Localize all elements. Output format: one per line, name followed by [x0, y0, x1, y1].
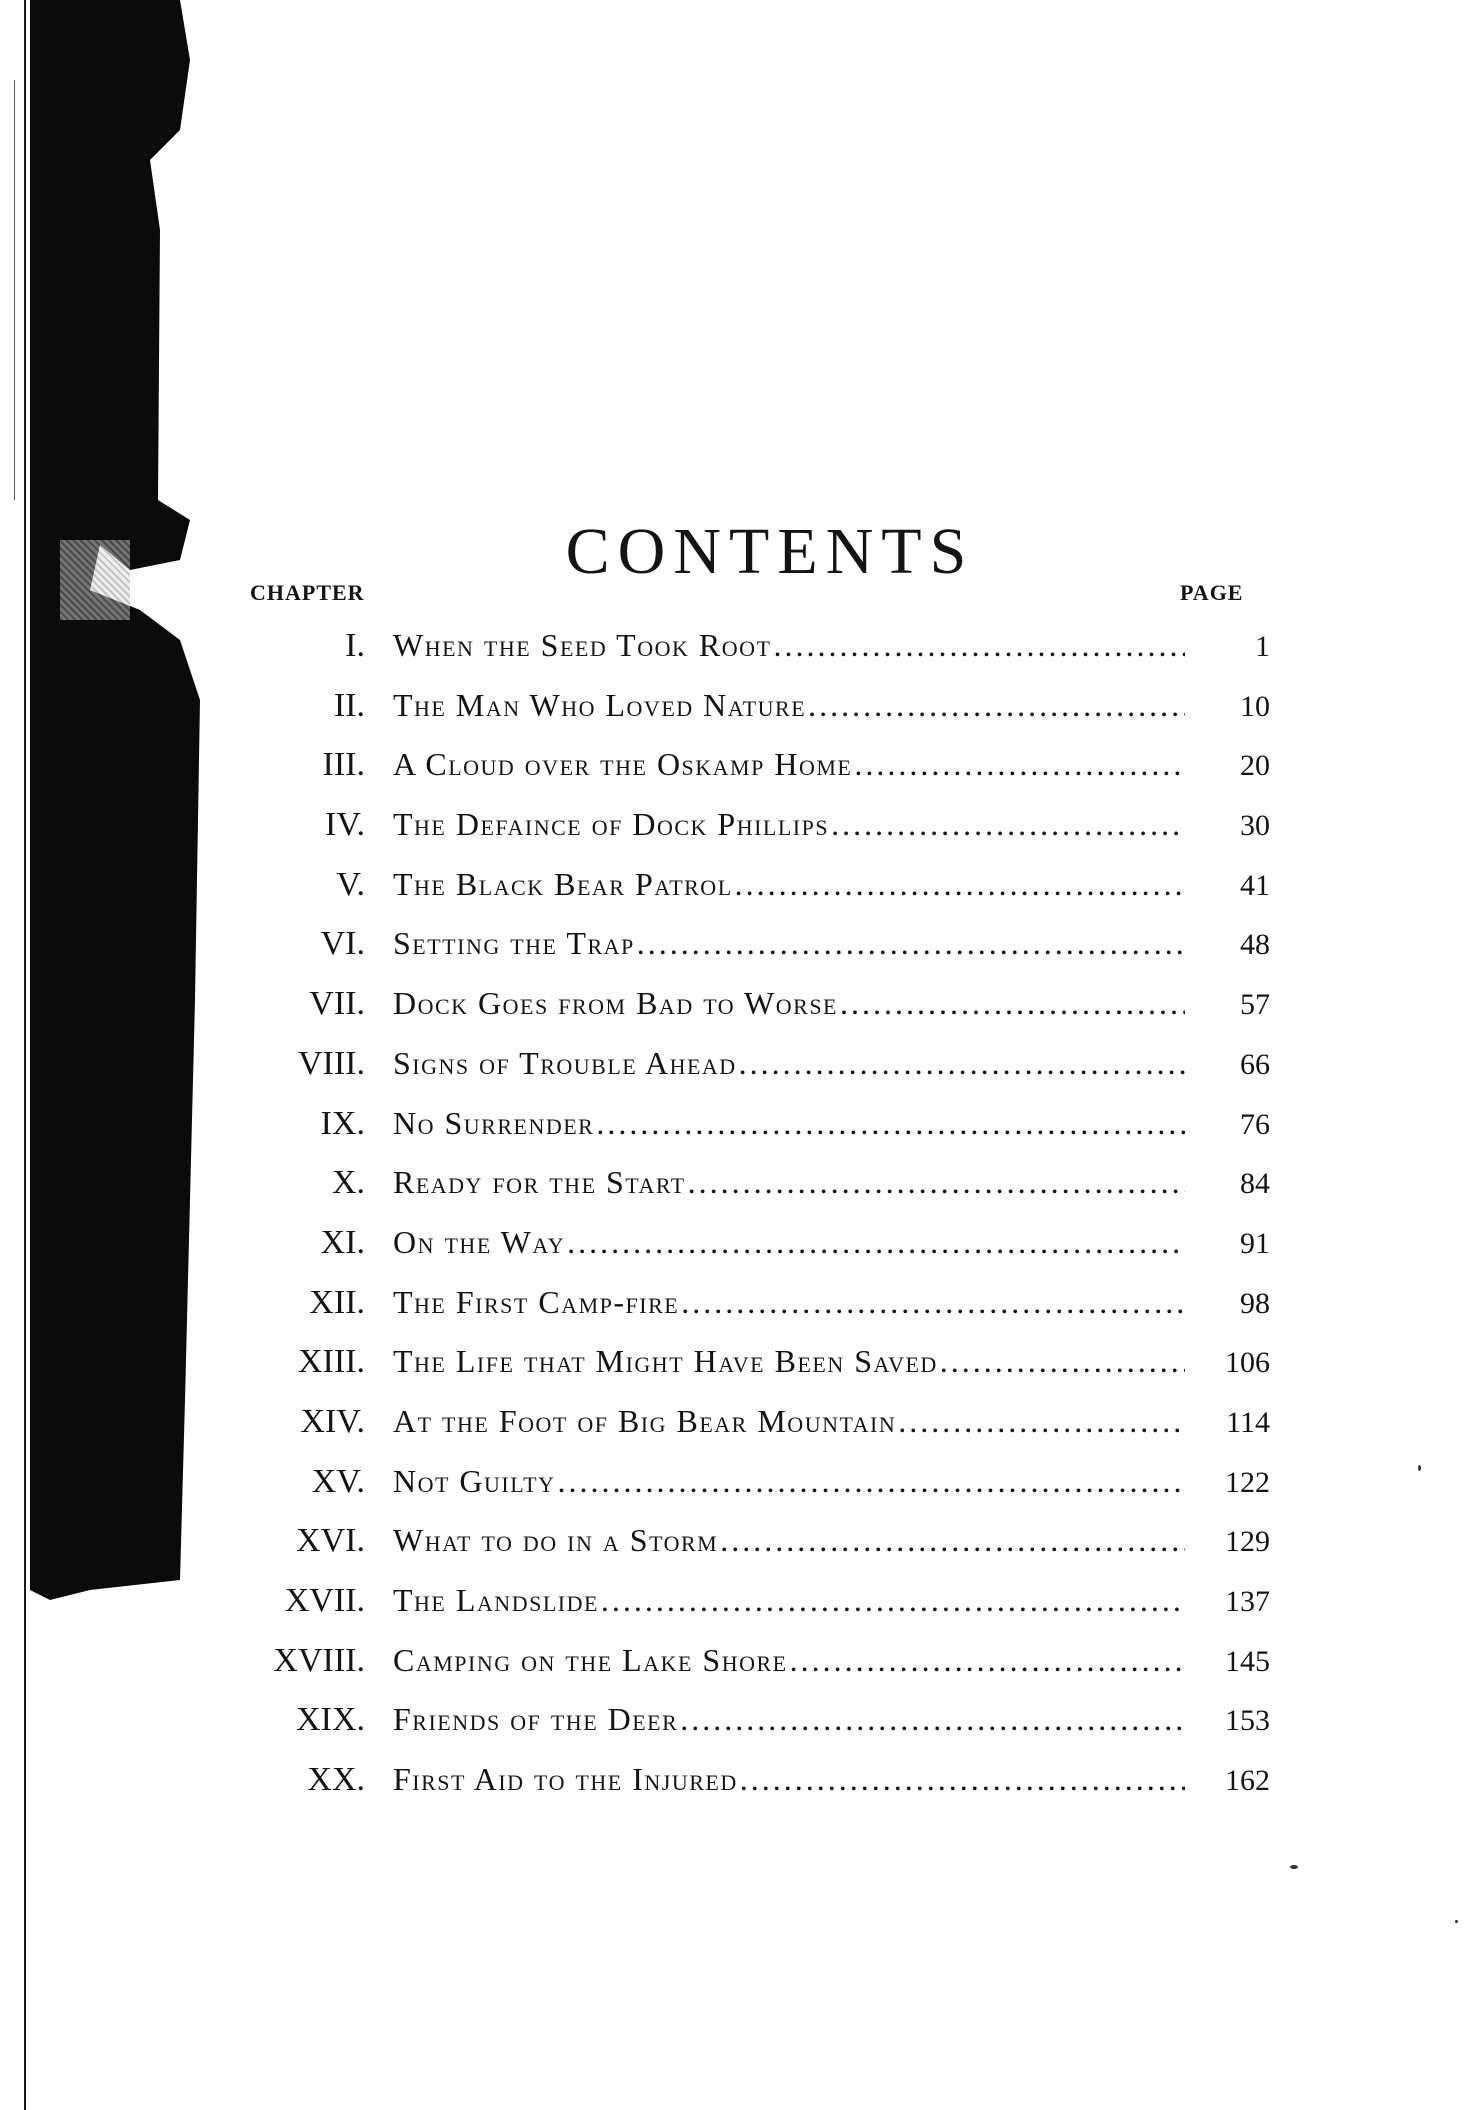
chapter-number: XIII.: [297, 1343, 365, 1381]
toc-entry: [230, 1392, 1270, 1452]
page-number: 84: [1240, 1167, 1270, 1201]
toc-entry: [230, 1511, 1270, 1571]
chapter-number: XIV.: [300, 1402, 365, 1440]
chapter-number: XI.: [320, 1223, 365, 1261]
chapter-number: IV.: [325, 806, 365, 844]
chapter-title: The Black Bear Patrol: [393, 865, 733, 902]
page-edge-line: [24, 0, 26, 2110]
chapter-number: I.: [345, 627, 365, 664]
chapter-title: When the Seed Took Root: [393, 627, 772, 663]
toc-entry: [230, 855, 1270, 915]
chapter-column-header: CHAPTER: [250, 580, 365, 605]
chapter-title: A Cloud over the Oskamp Home: [393, 746, 853, 783]
chapter-title: Camping on the Lake Shore: [393, 1641, 788, 1678]
page-edge-line-secondary: [14, 80, 15, 500]
toc-entry: [230, 1034, 1270, 1094]
chapter-number: III.: [322, 746, 365, 784]
page-number: 145: [1225, 1644, 1270, 1678]
toc-entry: [230, 1153, 1270, 1213]
chapter-title: The Landslide: [393, 1582, 599, 1618]
toc-entry: [230, 676, 1270, 736]
chapter-title: The Life that Might Have Been Saved: [393, 1343, 938, 1380]
chapter-number: VIII.: [297, 1044, 365, 1082]
chapter-title: Signs of Trouble Ahead: [393, 1044, 737, 1081]
page-number: 162: [1225, 1764, 1270, 1798]
toc-entry: [230, 1750, 1270, 1810]
page-number: 1: [1255, 630, 1270, 663]
scan-speck: [1455, 1920, 1458, 1923]
chapter-number: V.: [336, 865, 365, 903]
toc-entry: [230, 1690, 1270, 1750]
page-title: CONTENTS: [565, 515, 975, 589]
page-number: 48: [1240, 928, 1270, 962]
page-number: 66: [1240, 1047, 1270, 1081]
chapter-title: The Defaince of Dock Phillips: [393, 806, 830, 843]
dot-leader: [739, 1034, 1185, 1094]
dot-leader: [940, 1332, 1185, 1392]
binding-shadow: [30, 0, 210, 1600]
toc-entry: [230, 1571, 1270, 1631]
dot-leader: [680, 1690, 1185, 1750]
page-number: 57: [1240, 988, 1270, 1022]
chapter-number: VII.: [309, 985, 365, 1023]
dot-leader: [637, 914, 1185, 974]
chapter-number: X.: [331, 1164, 365, 1202]
chapter-title: Ready for the Start: [393, 1164, 686, 1201]
chapter-number: XVI.: [296, 1522, 365, 1560]
dot-leader: [681, 1273, 1185, 1333]
toc-entry: [230, 616, 1270, 676]
dot-leader: [808, 676, 1185, 736]
dot-leader: [740, 1750, 1185, 1810]
page-number: 137: [1225, 1585, 1270, 1618]
chapter-number: XV.: [311, 1462, 365, 1500]
page-number: 98: [1240, 1286, 1270, 1320]
chapter-number: IX.: [320, 1104, 365, 1142]
dot-leader: [688, 1153, 1185, 1213]
dot-leader: [601, 1571, 1185, 1631]
page-number: 106: [1225, 1346, 1270, 1380]
page-number: 122: [1225, 1465, 1270, 1499]
chapter-title: On the Way: [393, 1223, 566, 1260]
page-number: 129: [1225, 1525, 1270, 1559]
dot-leader: [854, 735, 1185, 795]
chapter-number: XVII.: [284, 1582, 365, 1619]
dot-leader: [720, 1511, 1185, 1571]
chapter-number: VI.: [320, 925, 365, 963]
chapter-title: No Surrender: [393, 1104, 595, 1141]
chapter-title: First Aid to the Injured: [393, 1761, 738, 1798]
toc-entry: [230, 1273, 1270, 1333]
toc-entry: [230, 735, 1270, 795]
toc-entry: [230, 974, 1270, 1034]
page-number: 10: [1240, 689, 1270, 723]
scan-speck: [1290, 1865, 1298, 1869]
page-number: 20: [1240, 749, 1270, 783]
toc-entry: [230, 1094, 1270, 1154]
toc-entry: [230, 1631, 1270, 1691]
toc-entry: [230, 914, 1270, 974]
dot-leader: [558, 1452, 1185, 1512]
dot-leader: [790, 1631, 1185, 1691]
page-column-header: PAGE: [1180, 580, 1244, 605]
chapter-title: Dock Goes from Bad to Worse: [393, 985, 838, 1022]
chapter-title: Friends of the Deer: [393, 1701, 679, 1738]
chapter-number: XIX.: [296, 1701, 365, 1739]
chapter-title: The Man Who Loved Nature: [393, 686, 807, 723]
chapter-number: II.: [333, 686, 365, 724]
page-number: 91: [1240, 1226, 1270, 1260]
binding-grain: [60, 540, 130, 620]
page-number: 76: [1240, 1107, 1270, 1141]
page-number: 153: [1225, 1704, 1270, 1738]
dot-leader: [596, 1094, 1185, 1154]
dot-leader: [840, 974, 1185, 1034]
page-number: 30: [1240, 809, 1270, 843]
dot-leader: [735, 855, 1185, 915]
chapter-number: XX.: [307, 1761, 365, 1799]
page-number: 41: [1240, 868, 1270, 902]
toc-entry: [230, 1332, 1270, 1392]
toc-entry: [230, 1452, 1270, 1512]
toc-entry: [230, 1213, 1270, 1273]
chapter-number: XVIII.: [273, 1641, 365, 1679]
table-of-contents: [230, 616, 1270, 1810]
dot-leader: [567, 1213, 1185, 1273]
chapter-number: XII.: [309, 1283, 365, 1321]
toc-entry: [230, 795, 1270, 855]
chapter-title: At the Foot of Big Bear Mountain: [393, 1402, 897, 1439]
dot-leader: [773, 616, 1185, 676]
dot-leader: [898, 1392, 1185, 1452]
chapter-title: What to do in a Storm: [393, 1522, 719, 1559]
chapter-title: Setting the Trap: [393, 925, 635, 962]
dot-leader: [831, 795, 1185, 855]
chapter-title: The First Camp-fire: [393, 1283, 680, 1320]
chapter-title: Not Guilty: [393, 1462, 556, 1499]
scan-speck: [1418, 1465, 1421, 1471]
page-number: 114: [1226, 1405, 1270, 1439]
